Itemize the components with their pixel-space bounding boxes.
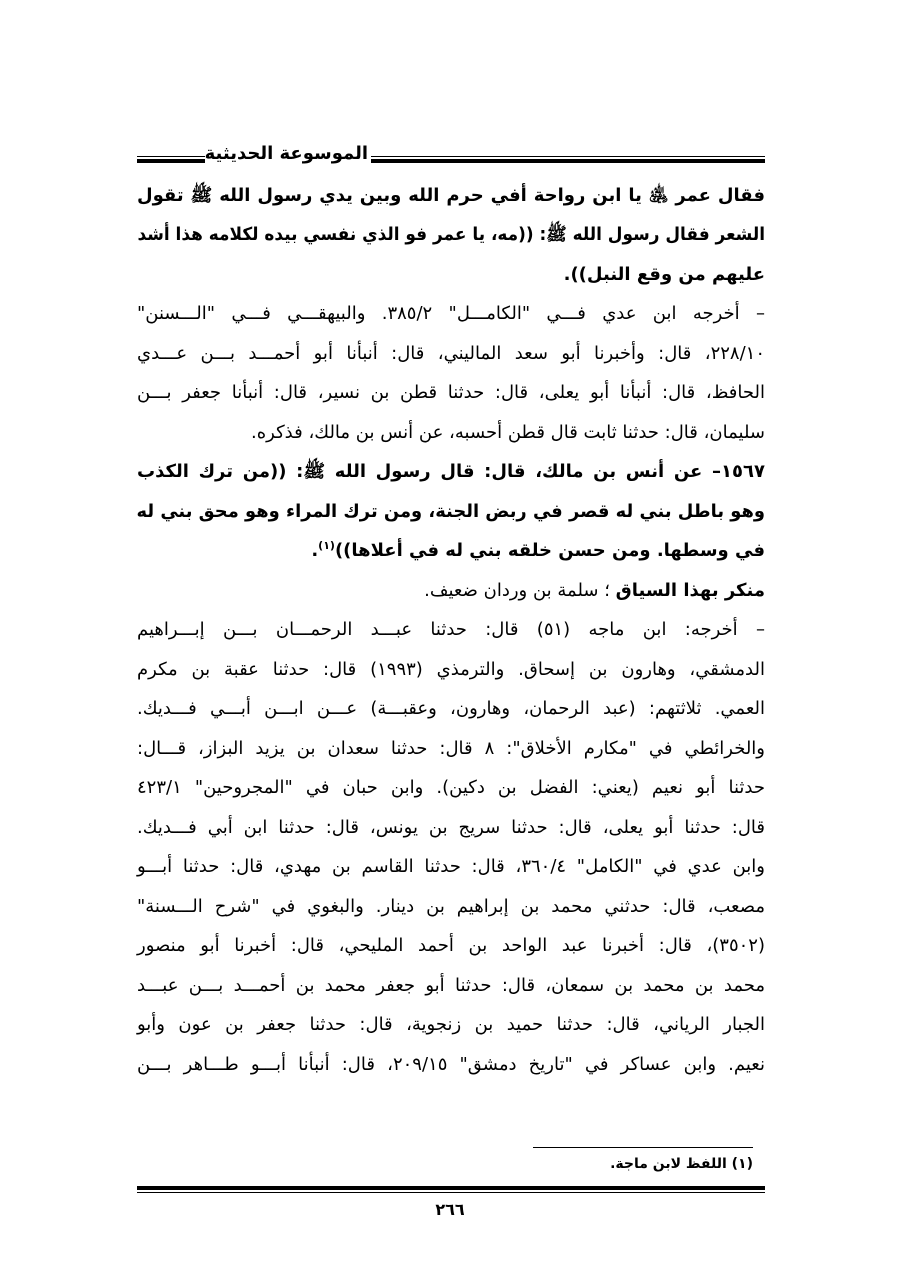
body-line: فقال عمر ﵁ يا ابن رواحة أفي حرم الله وبين يدي رسول الله ﷺ تقول — [137, 185, 765, 206]
body-line: حدثنا أبو نعيم (يعني: الفضل بن دكين). وابن حبان في "المجروحين" ٤٢٣/١ — [137, 777, 765, 798]
body-line: والخرائطي في "مكارم الأخلاق": ٨ قال: حدثنا سعدان بن يزيد البزاز، قـــال: — [137, 738, 765, 759]
line-end: . — [311, 540, 319, 561]
body-line: الحافظ، قال: أنبأنا أبو يعلى، قال: حدثنا قطن بن نسير، قال: أنبأنا جعفر بـــن — [137, 382, 765, 403]
header-rule-thin-left — [137, 156, 205, 157]
footnote-separator — [533, 1147, 753, 1148]
body-line: الشعر فقال رسول الله ﷺ: ((مه، يا عمر فو الذي نفسي بيده لكلامه هذا أشد — [137, 224, 766, 245]
body-line: الدمشقي، وهارون بن إسحاق. والترمذي (١٩٩٣) قال: حدثنا عقبة بن مكرم — [137, 659, 765, 680]
body-line: سليمان، قال: حدثنا ثابت قال قطن أحسبه، عن أنس بن مالك، فذكره. — [251, 422, 765, 443]
header-rule-thin-right — [371, 156, 765, 157]
verdict-reason: ؛ سلمة بن وردان ضعيف. — [424, 580, 616, 601]
header-rule-thick-right — [371, 159, 765, 163]
footnote-1: (١) اللفظ لابن ماجة. — [610, 1156, 753, 1172]
body-line: مصعب، قال: حدثني محمد بن إبراهيم بن دينار. والبغوي في "شرح الـــسنة" — [137, 896, 765, 917]
body-line: نعيم. وابن عساكر في "تاريخ دمشق" ٢٠٩/١٥، قال: أنبأنا أبـــو طـــاهر بـــن — [137, 1054, 765, 1075]
header-rule-thick-left — [137, 159, 205, 163]
body-line: وهو باطل بني له قصر في ربض الجنة، ومن ترك المراء وهو محق بني له — [136, 501, 765, 522]
line-text: في وسطها. ومن حسن خلقه بني له في أعلاها)) — [334, 540, 765, 561]
body-line: محمد بن محمد بن سمعان، قال: حدثنا أبو جعفر محمد بن أحمـــد بـــن عبـــد — [137, 975, 765, 996]
body-line: الجبار الرياني، قال: حدثنا حميد بن زنجوية، قال: حدثنا جعفر بن عون وأبو — [137, 1014, 765, 1035]
body-line: – أخرجه: ابن ماجه (٥١) قال: حدثنا عبـــد الرحمـــان بـــن إبـــراهيم — [137, 619, 765, 640]
body-line — [137, 536, 765, 566]
body-line: قال: حدثنا أبو يعلى، قال: حدثنا سريج بن يونس، قال: حدثنا ابن أبي فـــديك. — [137, 817, 765, 838]
body-line: وابن عدي في "الكامل" ٣٦٠/٤، قال: حدثنا القاسم بن مهدي، قال: حدثنا أبـــو — [137, 856, 766, 877]
footer-rule-thin — [137, 1192, 765, 1193]
body-line: (٣٥٠٢)، قال: أخبرنا عبد الواحد بن أحمد المليحي، قال: أخبرنا أبو منصور — [137, 935, 765, 956]
footnote-ref[interactable]: (١) — [318, 539, 335, 552]
body-line: العمي. ثلاثتهم: (عبد الرحمان، وهارون، وعقبـــة) عـــن ابـــن أبـــي فـــديك. — [137, 698, 765, 719]
running-header-title: الموسوعة الحديثية — [204, 143, 368, 164]
page-number: ٢٦٦ — [435, 1200, 465, 1219]
footer-rule-thick — [137, 1186, 765, 1190]
verdict-label: منكر بهذا السياق — [615, 580, 765, 601]
hadith-1567-line: ١٥٦٧– عن أنس بن مالك، قال: قال رسول الله ﷺ: ((من ترك الكذب — [137, 461, 765, 482]
body-line: عليهم من وقع النبل)). — [563, 264, 765, 285]
verdict-line — [137, 576, 765, 606]
body-line: – أخرجه ابن عدي فـــي "الكامـــل" ٣٨٥/٢. والبيهقـــي فـــي "الـــسنن" — [137, 303, 766, 324]
body-line: ٢٢٨/١٠، قال: وأخبرنا أبو سعد الماليني، قال: أنبأنا أبو أحمـــد بـــن عـــدي — [137, 343, 765, 364]
